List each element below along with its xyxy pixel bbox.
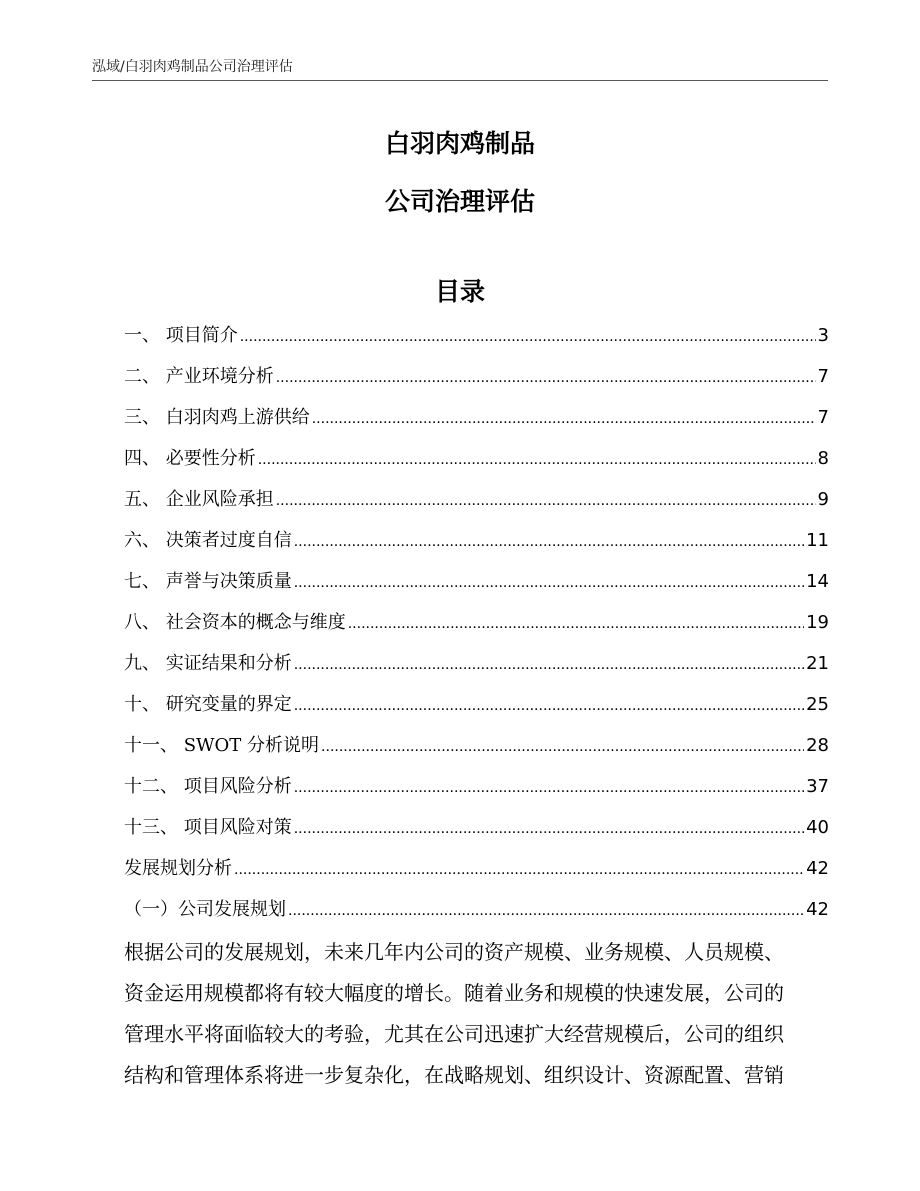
toc-leader-dots [234,856,804,884]
toc-leader-dots [321,733,804,761]
toc-entry[interactable] [124,445,829,486]
toc-entry[interactable] [124,773,829,814]
toc-entry-label: 十二、 项目风险分析 [124,776,292,797]
toc-entry-page: 8 [817,448,829,469]
toc-leader-dots [258,446,816,474]
toc-leader-dots [288,897,804,925]
toc-entry-page: 42 [806,899,829,920]
toc-entry[interactable] [124,732,829,773]
toc-heading: 目录 [434,277,485,306]
toc-entry-label: 二、 产业环境分析 [124,366,274,387]
toc-leader-dots [294,815,804,843]
toc-entry-label: 七、 声誉与决策质量 [124,571,292,592]
toc-leader-dots [276,364,816,392]
document-title-line2: 公司治理评估 [384,187,535,216]
toc-entry[interactable] [124,322,829,363]
toc-leader-dots [294,528,804,556]
paragraph-line: 根据公司的发展规划，未来几年内公司的资产规模、业务规模、人员规模、 [124,940,784,964]
toc-entry-label: 九、 实证结果和分析 [124,653,292,674]
toc-entry[interactable] [124,363,829,404]
toc-entry-label: 五、 企业风险承担 [124,489,274,510]
body-paragraph [124,932,829,1096]
toc-entry[interactable] [124,404,829,445]
toc-entry[interactable] [124,650,829,691]
toc-leader-dots [240,323,816,351]
toc-entry-page: 21 [806,653,829,674]
toc-entry-page: 28 [806,735,829,756]
toc-entry[interactable] [124,691,829,732]
toc-leader-dots [276,487,816,515]
toc-leader-dots [294,569,804,597]
toc-entry-label: （一）公司发展规划 [124,899,286,920]
table-of-contents [124,322,829,937]
toc-leader-dots [312,405,816,433]
toc-entry-label: 十一、 SWOT 分析说明 [124,735,320,756]
toc-entry-page: 7 [817,407,829,428]
document-title-line1: 白羽肉鸡制品 [384,129,535,158]
toc-entry-label: 三、 白羽肉鸡上游供给 [124,407,310,428]
toc-entry[interactable] [124,855,829,896]
toc-entry-page: 37 [806,776,829,797]
toc-entry-label: 十三、 项目风险对策 [124,817,292,838]
toc-entry-label: 一、 项目简介 [124,325,238,346]
running-header: 泓域/白羽肉鸡制品公司治理评估 [92,59,293,75]
toc-leader-dots [348,610,804,638]
header-divider [92,80,828,81]
toc-entry-page: 25 [806,694,829,715]
paragraph-line: 管理水平将面临较大的考验，尤其在公司迅速扩大经营规模后，公司的组织 [124,1022,784,1046]
toc-leader-dots [294,774,804,802]
toc-entry[interactable] [124,896,829,937]
toc-entry-label: 八、 社会资本的概念与维度 [124,612,346,633]
toc-entry-page: 7 [817,366,829,387]
toc-leader-dots [294,651,804,679]
toc-entry-page: 9 [817,489,829,510]
toc-entry[interactable] [124,814,829,855]
toc-entry-label: 六、 决策者过度自信 [124,530,292,551]
toc-entry-label: 发展规划分析 [124,858,232,879]
toc-entry-label: 十、 研究变量的界定 [124,694,292,715]
toc-entry-page: 3 [817,325,829,346]
paragraph-line: 资金运用规模都将有较大幅度的增长。随着业务和规模的快速发展，公司的 [124,981,784,1005]
paragraph-line: 结构和管理体系将进一步复杂化，在战略规划、组织设计、资源配置、营销 [124,1063,784,1087]
toc-leader-dots [294,692,804,720]
toc-entry[interactable] [124,486,829,527]
toc-entry-page: 11 [806,530,829,551]
toc-entry-page: 14 [806,571,829,592]
toc-entry[interactable] [124,609,829,650]
toc-entry[interactable] [124,527,829,568]
toc-entry-page: 19 [806,612,829,633]
toc-entry-label: 四、 必要性分析 [124,448,256,469]
toc-entry-page: 40 [806,817,829,838]
toc-entry-page: 42 [806,858,829,879]
toc-entry[interactable] [124,568,829,609]
